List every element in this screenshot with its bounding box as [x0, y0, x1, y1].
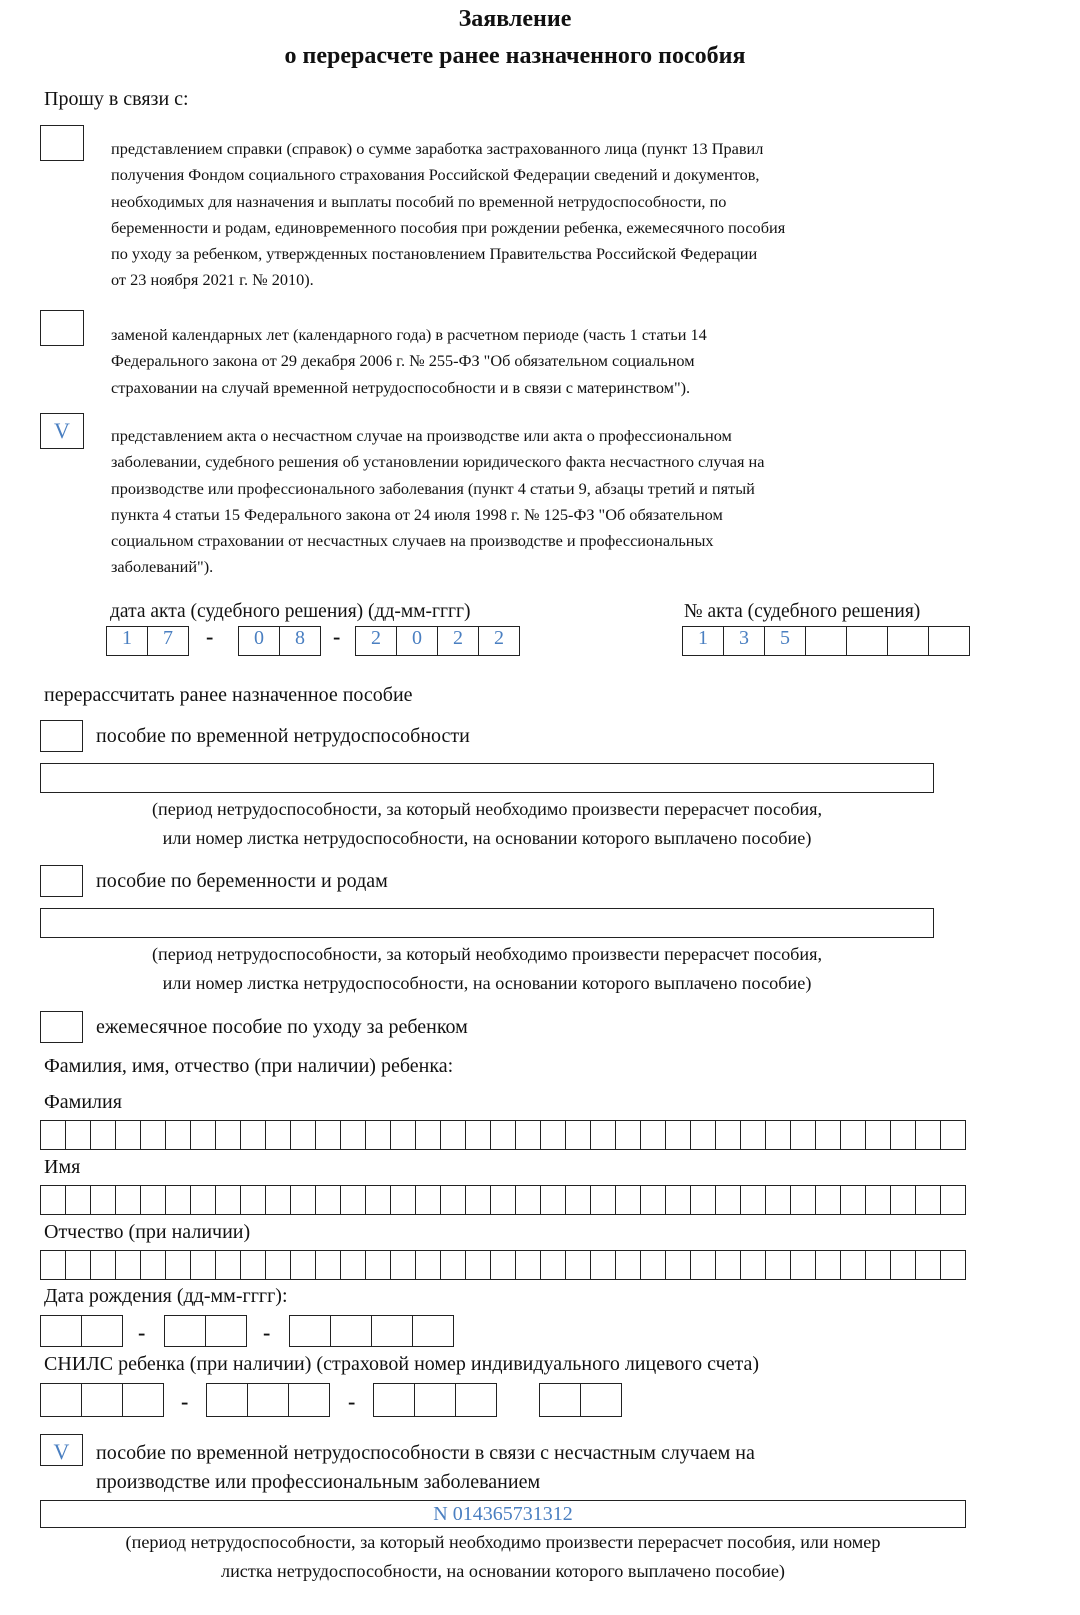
letter-cell[interactable]: [441, 1121, 466, 1149]
letter-cell[interactable]: [366, 1121, 391, 1149]
letter-cell[interactable]: [116, 1251, 141, 1279]
letter-cell[interactable]: [166, 1186, 191, 1214]
letter-cell[interactable]: [866, 1121, 891, 1149]
letter-cell[interactable]: [641, 1186, 666, 1214]
reason-2-line: Федерального закона от 29 декабря 2006 г. № 255-ФЗ "Об обязательном социальном: [111, 351, 695, 371]
accident-benefit-checkbox[interactable]: V: [40, 1434, 83, 1466]
birth-date-separator: -: [263, 1320, 271, 1345]
surname-cells[interactable]: [40, 1120, 966, 1150]
act-number-digit[interactable]: 1: [683, 627, 724, 655]
letter-cell[interactable]: [491, 1186, 516, 1214]
letter-cell[interactable]: [341, 1186, 366, 1214]
note-line: или номер листка нетрудоспособности, на основании которого выплачено пособие): [162, 973, 812, 993]
letter-cell[interactable]: [516, 1186, 541, 1214]
letter-cell[interactable]: [266, 1186, 291, 1214]
temporary-benefit-label: пособие по временной нетрудоспособности: [96, 725, 470, 747]
letter-cell[interactable]: [716, 1251, 741, 1279]
letter-cell[interactable]: [691, 1186, 716, 1214]
reason-1-checkbox[interactable]: [40, 125, 84, 161]
intro-text: Прошу в связи с:: [44, 88, 189, 110]
act-number-digit[interactable]: [847, 627, 888, 655]
letter-cell[interactable]: [766, 1121, 791, 1149]
temporary-benefit-checkbox[interactable]: [40, 720, 83, 752]
letter-cell[interactable]: [341, 1251, 366, 1279]
snils-digit[interactable]: [123, 1384, 164, 1416]
letter-cell[interactable]: [391, 1186, 416, 1214]
reason-3-line: социальном страховании от несчастных случаев на производстве и профессиональных: [111, 531, 714, 551]
reason-3-text: [111, 423, 764, 581]
letter-cell[interactable]: [766, 1186, 791, 1214]
letter-cell[interactable]: [691, 1251, 716, 1279]
letter-cell[interactable]: [791, 1251, 816, 1279]
letter-cell[interactable]: [391, 1121, 416, 1149]
letter-cell[interactable]: [816, 1121, 841, 1149]
snils-digit[interactable]: [207, 1384, 248, 1416]
letter-cell[interactable]: [141, 1121, 166, 1149]
letter-cell[interactable]: [241, 1121, 266, 1149]
letter-cell[interactable]: [116, 1121, 141, 1149]
snils-digit[interactable]: [82, 1384, 123, 1416]
letter-cell[interactable]: [541, 1251, 566, 1279]
temporary-benefit-field[interactable]: [40, 763, 934, 793]
letter-cell[interactable]: [266, 1121, 291, 1149]
letter-cell[interactable]: [566, 1186, 591, 1214]
letter-cell[interactable]: [741, 1121, 766, 1149]
letter-cell[interactable]: [616, 1186, 641, 1214]
reason-1-line: от 23 ноября 2021 г. № 2010).: [111, 270, 314, 290]
act-day-digit[interactable]: 1: [107, 627, 148, 655]
letter-cell[interactable]: [116, 1186, 141, 1214]
act-year-cells[interactable]: [355, 626, 520, 656]
letter-cell[interactable]: [91, 1186, 116, 1214]
birth-date-separator: -: [138, 1320, 146, 1345]
maternity-benefit-checkbox[interactable]: [40, 865, 83, 897]
letter-cell[interactable]: [766, 1251, 791, 1279]
note-line: (период нетрудоспособности, за который необходимо произвести перерасчет пособия, или номер: [125, 1532, 881, 1552]
snils-digit[interactable]: [581, 1384, 622, 1416]
form-subtitle: о перерасчете ранее назначенного пособия: [284, 43, 746, 69]
letter-cell[interactable]: [41, 1251, 66, 1279]
recalc-heading: перерассчитать ранее назначенное пособие: [44, 684, 413, 706]
snils-label: СНИЛС ребенка (при наличии) (страховой номер индивидуального лицевого счета): [44, 1353, 760, 1375]
letter-cell[interactable]: [841, 1121, 866, 1149]
snils-digit[interactable]: [248, 1384, 289, 1416]
patronymic-label: Отчество (при наличии): [44, 1221, 251, 1243]
birth-date-label: Дата рождения (дд-мм-гггг):: [44, 1285, 288, 1307]
letter-cell[interactable]: [466, 1186, 491, 1214]
letter-cell[interactable]: [91, 1121, 116, 1149]
act-year-digit[interactable]: 0: [397, 627, 438, 655]
letter-cell[interactable]: [416, 1121, 441, 1149]
note-line: (период нетрудоспособности, за который необходимо произвести перерасчет пособия,: [151, 944, 823, 964]
act-year-digit[interactable]: 2: [356, 627, 397, 655]
birth-year-digit[interactable]: [290, 1316, 331, 1346]
maternity-benefit-field[interactable]: [40, 908, 934, 938]
letter-cell[interactable]: [241, 1186, 266, 1214]
letter-cell[interactable]: [66, 1186, 91, 1214]
birth-day-digit[interactable]: [82, 1316, 123, 1346]
letter-cell[interactable]: [41, 1121, 66, 1149]
letter-cell[interactable]: [191, 1186, 216, 1214]
snils-digit[interactable]: [41, 1384, 82, 1416]
letter-cell[interactable]: [941, 1186, 966, 1214]
letter-cell[interactable]: [91, 1251, 116, 1279]
letter-cell[interactable]: [791, 1121, 816, 1149]
reason-1-line: получения Фондом социального страхования Российской Федерации сведений и документов,: [111, 165, 760, 185]
snils-digit[interactable]: [289, 1384, 330, 1416]
letter-cell[interactable]: [841, 1186, 866, 1214]
reason-2-line: страховании на случай временной нетрудоспособности и в связи с материнством").: [111, 377, 691, 397]
reason-3-line: пункта 4 статьи 15 Федерального закона от 24 июля 1998 г. № 125-ФЗ "Об обязательном: [111, 504, 723, 524]
birth-month-digit[interactable]: [206, 1316, 247, 1346]
birth-day-cells[interactable]: [40, 1315, 123, 1347]
act-number-digit[interactable]: [929, 627, 970, 655]
letter-cell[interactable]: [66, 1121, 91, 1149]
letter-cell[interactable]: [291, 1251, 316, 1279]
letter-cell[interactable]: [866, 1186, 891, 1214]
reason-2-text: [111, 322, 707, 401]
letter-cell[interactable]: [916, 1251, 941, 1279]
letter-cell[interactable]: [716, 1121, 741, 1149]
snils-control-digits[interactable]: [539, 1383, 622, 1417]
temporary-benefit-note: [40, 795, 934, 853]
letter-cell[interactable]: [891, 1251, 916, 1279]
reason-3-checkbox[interactable]: V: [40, 413, 84, 449]
letter-cell[interactable]: [441, 1251, 466, 1279]
surname-label: Фамилия: [44, 1091, 122, 1113]
letter-cell[interactable]: [191, 1251, 216, 1279]
letter-cell[interactable]: [141, 1186, 166, 1214]
accident-benefit-field[interactable]: N 014365731312: [40, 1500, 966, 1528]
act-month-digit[interactable]: 8: [280, 627, 321, 655]
letter-cell[interactable]: [616, 1251, 641, 1279]
letter-cell[interactable]: [166, 1251, 191, 1279]
birth-year-cells[interactable]: [289, 1315, 454, 1347]
reason-3-line: заболевании, судебного решения об установлении юридического факта несчастного случая на: [111, 452, 765, 472]
letter-cell[interactable]: [741, 1251, 766, 1279]
patronymic-cells[interactable]: [40, 1250, 966, 1280]
letter-cell[interactable]: [816, 1186, 841, 1214]
birth-year-digit[interactable]: [331, 1316, 372, 1346]
letter-cell[interactable]: [866, 1251, 891, 1279]
snils-separator: -: [181, 1389, 189, 1414]
birth-year-digit[interactable]: [372, 1316, 413, 1346]
letter-cell[interactable]: [941, 1121, 966, 1149]
birth-month-cells[interactable]: [164, 1315, 247, 1347]
snils-digit[interactable]: [374, 1384, 415, 1416]
reason-1-line: представлением справки (справок) о сумме заработка застрахованного лица (пункт 13 Правил: [111, 139, 764, 158]
snils-separator: -: [348, 1389, 356, 1414]
act-day-digit[interactable]: 7: [148, 627, 189, 655]
reason-1-text: [111, 136, 785, 294]
reason-3-line: представлением акта о несчастном случае на производстве или акта о профессиональном: [111, 426, 732, 445]
note-line: (период нетрудоспособности, за который необходимо произвести перерасчет пособия,: [151, 799, 823, 819]
snils-digit[interactable]: [456, 1384, 497, 1416]
letter-cell[interactable]: [441, 1186, 466, 1214]
snils-group-3[interactable]: [373, 1383, 497, 1417]
note-line: листка нетрудоспособности, на основании которого выплачено пособие): [221, 1561, 785, 1581]
accident-label-line: пособие по временной нетрудоспособности в связи с несчастным случаем на: [96, 1442, 755, 1464]
name-cells[interactable]: [40, 1185, 966, 1215]
act-date-separator: -: [333, 624, 341, 649]
letter-cell[interactable]: [166, 1121, 191, 1149]
act-month-digit[interactable]: 0: [239, 627, 280, 655]
letter-cell[interactable]: [841, 1251, 866, 1279]
note-line: или номер листка нетрудоспособности, на основании которого выплачено пособие): [162, 828, 812, 848]
reason-1-line: беременности и родам, единовременного пособия при рождении ребенка, ежемесячного пособия: [111, 217, 786, 237]
birth-year-digit[interactable]: [413, 1316, 454, 1346]
act-number-label: № акта (судебного решения): [684, 601, 921, 622]
act-date-label: дата акта (судебного решения) (дд-мм-гггг): [110, 601, 471, 622]
reason-3-line: заболеваний").: [111, 557, 214, 577]
childcare-benefit-label: ежемесячное пособие по уходу за ребенком: [96, 1016, 468, 1038]
letter-cell[interactable]: [566, 1251, 591, 1279]
letter-cell[interactable]: [516, 1251, 541, 1279]
letter-cell[interactable]: [616, 1121, 641, 1149]
letter-cell[interactable]: [416, 1186, 441, 1214]
letter-cell[interactable]: [316, 1121, 341, 1149]
act-year-digit[interactable]: 2: [438, 627, 479, 655]
letter-cell[interactable]: [191, 1121, 216, 1149]
letter-cell[interactable]: [941, 1251, 966, 1279]
letter-cell[interactable]: [591, 1251, 616, 1279]
act-number-cells[interactable]: [682, 626, 970, 656]
letter-cell[interactable]: [216, 1121, 241, 1149]
letter-cell[interactable]: [466, 1251, 491, 1279]
act-year-digit[interactable]: 2: [479, 627, 520, 655]
letter-cell[interactable]: [491, 1121, 516, 1149]
letter-cell[interactable]: [541, 1121, 566, 1149]
birth-month-digit[interactable]: [165, 1316, 206, 1346]
letter-cell[interactable]: [291, 1186, 316, 1214]
letter-cell[interactable]: [891, 1121, 916, 1149]
letter-cell[interactable]: [516, 1121, 541, 1149]
letter-cell[interactable]: [916, 1186, 941, 1214]
act-date-separator: -: [206, 624, 214, 649]
letter-cell[interactable]: [391, 1251, 416, 1279]
act-number-digit[interactable]: 3: [724, 627, 765, 655]
reason-3-line: производстве или профессионального заболевания (пункт 4 статьи 9, абзацы третий и пятый: [111, 478, 755, 498]
letter-cell[interactable]: [691, 1121, 716, 1149]
birth-day-digit[interactable]: [41, 1316, 82, 1346]
maternity-benefit-note: [40, 940, 934, 998]
form-title: Заявление: [458, 6, 572, 32]
letter-cell[interactable]: [141, 1251, 166, 1279]
letter-cell[interactable]: [316, 1251, 341, 1279]
childcare-benefit-checkbox[interactable]: [40, 1011, 83, 1043]
letter-cell[interactable]: [266, 1251, 291, 1279]
act-number-digit[interactable]: [888, 627, 929, 655]
snils-digit[interactable]: [540, 1384, 581, 1416]
letter-cell[interactable]: [241, 1251, 266, 1279]
letter-cell[interactable]: [366, 1251, 391, 1279]
accident-label-line: производстве или профессиональным заболеванием: [96, 1471, 541, 1493]
reason-2-checkbox[interactable]: [40, 310, 84, 346]
letter-cell[interactable]: [66, 1251, 91, 1279]
letter-cell[interactable]: [566, 1121, 591, 1149]
act-number-digit[interactable]: 5: [765, 627, 806, 655]
maternity-benefit-label: пособие по беременности и родам: [96, 870, 388, 892]
letter-cell[interactable]: [641, 1121, 666, 1149]
act-number-digit[interactable]: [806, 627, 847, 655]
letter-cell[interactable]: [416, 1251, 441, 1279]
child-heading: Фамилия, имя, отчество (при наличии) ребенка:: [44, 1055, 454, 1077]
letter-cell[interactable]: [741, 1186, 766, 1214]
letter-cell[interactable]: [641, 1251, 666, 1279]
act-day-cells[interactable]: [106, 626, 189, 656]
letter-cell[interactable]: [891, 1186, 916, 1214]
reason-1-line: по уходу за ребенком, утвержденных постановлением Правительства Российской Федерации: [111, 244, 758, 264]
letter-cell[interactable]: [216, 1251, 241, 1279]
letter-cell[interactable]: [541, 1186, 566, 1214]
snils-group-2[interactable]: [206, 1383, 330, 1417]
letter-cell[interactable]: [341, 1121, 366, 1149]
act-month-cells[interactable]: [238, 626, 321, 656]
letter-cell[interactable]: [666, 1121, 691, 1149]
name-label: Имя: [44, 1156, 81, 1178]
letter-cell[interactable]: [466, 1121, 491, 1149]
letter-cell[interactable]: [216, 1186, 241, 1214]
letter-cell[interactable]: [916, 1121, 941, 1149]
letter-cell[interactable]: [491, 1251, 516, 1279]
letter-cell[interactable]: [366, 1186, 391, 1214]
letter-cell[interactable]: [666, 1186, 691, 1214]
snils-digit[interactable]: [415, 1384, 456, 1416]
letter-cell[interactable]: [41, 1186, 66, 1214]
letter-cell[interactable]: [316, 1186, 341, 1214]
reason-1-line: необходимых для назначения и выплаты пособий по временной нетрудоспособности, по: [111, 191, 727, 211]
accident-benefit-note: [30, 1528, 976, 1586]
letter-cell[interactable]: [591, 1186, 616, 1214]
letter-cell[interactable]: [816, 1251, 841, 1279]
letter-cell[interactable]: [591, 1121, 616, 1149]
snils-group-1[interactable]: [40, 1383, 164, 1417]
letter-cell[interactable]: [791, 1186, 816, 1214]
letter-cell[interactable]: [716, 1186, 741, 1214]
letter-cell[interactable]: [291, 1121, 316, 1149]
letter-cell[interactable]: [666, 1251, 691, 1279]
accident-benefit-label: [96, 1439, 755, 1497]
reason-2-line: заменой календарных лет (календарного года) в расчетном периоде (часть 1 статьи 14: [111, 325, 707, 344]
